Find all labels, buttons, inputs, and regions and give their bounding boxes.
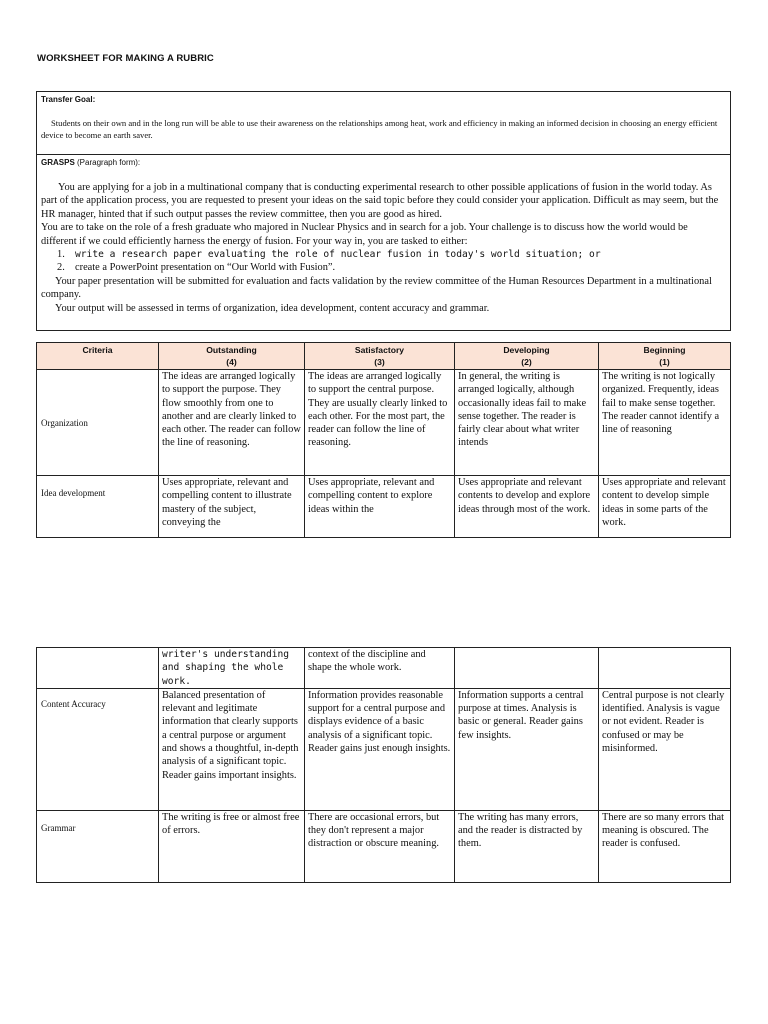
option-text: create a PowerPoint presentation on “Our World with Fusion”. [75, 262, 336, 274]
criteria-continued [37, 648, 159, 689]
rubric-cell: The ideas are arranged logically to support the purpose. They flow smoothly from one to another and are clearly linked to each other. The reader can follow the line of reasoning. [159, 370, 305, 476]
criteria-content-accuracy: Content Accuracy [37, 688, 159, 810]
grasps-paragraph-2: You are to take on the role of a fresh graduate who majored in Nuclear Physics and in search for a job. Your challenge is to discuss how the world would be different if we could efficiently harness the energy of fusion. For your way in, you are tasked to either: [41, 222, 688, 247]
rubric-cell: The writing has many errors, and the reader is distracted by them. [455, 810, 599, 882]
header-label: Developing [503, 345, 550, 355]
rubric-cell: There are so many errors that meaning is obscured. The reader is confused. [599, 810, 731, 882]
header-score: (1) [659, 357, 670, 367]
header-outstanding [159, 343, 305, 370]
transfer-goal-text: Students on their own and in the long run will be able to use their awareness on the relationships among heat, work and efficiency in making an informed decision in choosing an energy efficient device to become an earth saver. [41, 118, 718, 140]
transfer-goal-label: Transfer Goal: [41, 95, 96, 104]
table-row [37, 648, 731, 689]
rubric-cell-text: writer's understanding and shaping the whole work. [162, 649, 290, 687]
rubric-table-page-2 [36, 647, 731, 883]
grasps-paragraph-1: You are applying for a job in a multinational company that is conducting experimental research to other possible applications of fusion in the world today. As part of the application process, you are requested to present your ideas on the said topic before they could consider your application. Difficult as may seem, but the HR manager, hinted that if such output passes the review committee, then you are good as hired. [41, 182, 719, 220]
rubric-cell: Uses appropriate, relevant and compelling content to illustrate mastery of the subject, conveying the [159, 476, 305, 538]
rubric-cell: The writing is free or almost free of errors. [159, 810, 305, 882]
header-score: (3) [374, 357, 385, 367]
rubric-cell: context of the discipline and shape the whole work. [305, 648, 455, 689]
rubric-cell: Uses appropriate and relevant contents to develop and explore ideas through most of the work. [455, 476, 599, 538]
rubric-header-row [37, 343, 731, 370]
option-text: write a research paper evaluating the role of nuclear fusion in today's world situation; or [75, 249, 601, 261]
table-row [37, 370, 731, 476]
header-criteria [37, 343, 159, 370]
table-row [37, 688, 731, 810]
table-row [37, 476, 731, 538]
header-label: Beginning [643, 345, 686, 355]
header-score: (2) [521, 357, 532, 367]
rubric-cell: Uses appropriate and relevant content to develop simple ideas in some parts of the work. [599, 476, 731, 538]
grasps-label-rest: (Paragraph form): [74, 158, 141, 167]
grasps-option-1 [41, 248, 723, 261]
grasps-label-bold: GRASPS [41, 158, 75, 167]
criteria-organization: Organization [37, 370, 159, 476]
worksheet-title: WORKSHEET FOR MAKING A RUBRIC [37, 53, 214, 64]
header-label: Satisfactory [354, 345, 405, 355]
rubric-cell: Central purpose is not clearly identified. Analysis is vague or not evident. Reader is confused or may be misinformed. [599, 688, 731, 810]
rubric-cell: Uses appropriate, relevant and compelling content to explore ideas within the [305, 476, 455, 538]
option-number: 1. [57, 249, 65, 261]
rubric-cell [159, 648, 305, 689]
rubric-cell [455, 648, 599, 689]
rubric-cell: Balanced presentation of relevant and legitimate information that clearly supports a central purpose or argument and shows a thoughtful, in-depth analysis of a significant topic. Reader gains important insights. [159, 688, 305, 810]
header-beginning [599, 343, 731, 370]
grasps-option-2 [41, 261, 723, 274]
header-developing [455, 343, 599, 370]
table-row [37, 810, 731, 882]
header-label: Outstanding [206, 345, 257, 355]
rubric-table-page-1 [36, 342, 731, 538]
grasps-paragraph-3: Your paper presentation will be submitted for evaluation and facts validation by the review committee of the Human Resources Department in a multinational company. [41, 275, 712, 301]
header-satisfactory [305, 343, 455, 370]
header-score: (4) [226, 357, 237, 367]
grasps-paragraph-4: Your output will be assessed in terms of organization, idea development, content accuracy and grammar. [55, 302, 490, 314]
rubric-cell [599, 648, 731, 689]
grasps-label [41, 158, 140, 167]
rubric-cell: The ideas are arranged logically to support the central purpose. They are usually clearly linked to each other. For the most part, the reader can follow the line of reasoning. [305, 370, 455, 476]
transfer-goal-box [36, 91, 731, 155]
rubric-cell: There are occasional errors, but they don't represent a major distraction or obscure meaning. [305, 810, 455, 882]
rubric-cell: Information provides reasonable support for a central purpose and displays evidence of a basic analysis of a significant topic. Reader gains just enough insights. [305, 688, 455, 810]
rubric-cell: The writing is not logically organized. Frequently, ideas fail to make sense together. The reader cannot identify a line of reasoning [599, 370, 731, 476]
grasps-box [36, 155, 731, 331]
rubric-cell: In general, the writing is arranged logically, although occasionally ideas fail to make sense together. The reader is fairly clear about what writer intends [455, 370, 599, 476]
grasps-body [41, 181, 723, 315]
rubric-cell: Information supports a central purpose at times. Analysis is basic or general. Reader gains few insights. [455, 688, 599, 810]
header-label: Criteria [82, 345, 113, 355]
option-number: 2. [57, 262, 65, 274]
criteria-grammar: Grammar [37, 810, 159, 882]
criteria-idea-development: Idea development [37, 476, 159, 538]
